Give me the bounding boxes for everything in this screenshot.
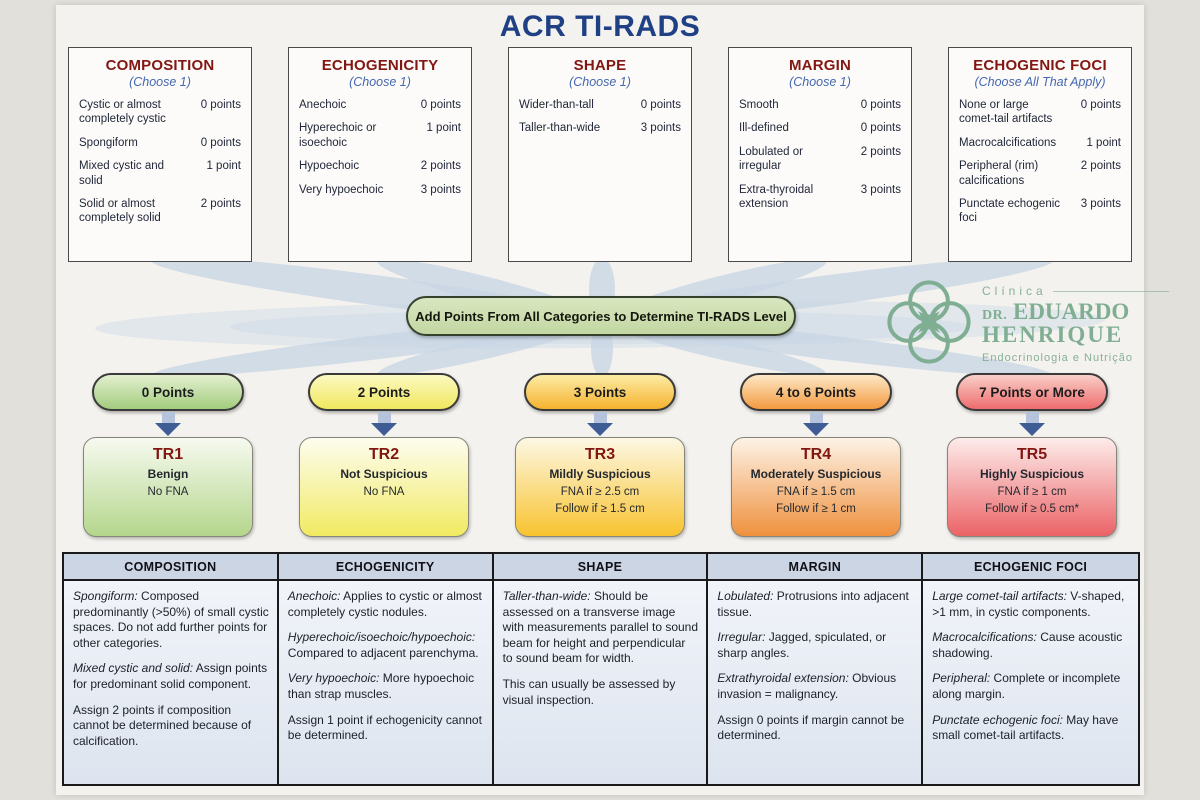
down-arrow-icon	[803, 411, 829, 437]
table-cell-echogenic-foci	[923, 581, 1138, 784]
tr-recommendation: No FNA	[363, 486, 405, 498]
definition-paragraph: Punctate echogenic foci: May have small comet-tail artifacts.	[932, 712, 1119, 743]
category-item: Very hypoechoic 3 points	[299, 183, 461, 196]
definition-paragraph: Assign 2 points if composition cannot be determined because of calcification.	[73, 702, 252, 748]
tr-risk: Not Suspicious	[340, 467, 428, 481]
tr-code: TR2	[368, 446, 400, 463]
points-pill: 7 Points or More	[956, 373, 1108, 411]
category-item: Anechoic 0 points	[299, 99, 461, 111]
definition-paragraph: Macrocalcifications: Cause acoustic shadowing.	[932, 630, 1123, 660]
add-points-banner: Add Points From All Categories to Determine TI-RADS Level	[406, 296, 796, 336]
level-column-tr3	[492, 373, 708, 537]
tr-code: TR4	[800, 446, 832, 463]
category-box-composition	[68, 47, 252, 262]
category-item: Wider-than-tall 0 points	[519, 99, 681, 111]
category-item: Mixed cystic and solid 1 point	[79, 160, 241, 187]
category-item: Smooth 0 points	[739, 99, 901, 111]
points-pill: 4 to 6 Points	[740, 373, 892, 411]
tr-recommendation: FNA if ≥ 2.5 cm	[560, 486, 640, 498]
level-column-tr5	[924, 373, 1140, 537]
table-cell-shape	[494, 581, 709, 784]
table-cell-echogenicity	[279, 581, 494, 784]
category-title: ECHOGENICITY	[321, 57, 439, 74]
points-pill: 2 Points	[308, 373, 460, 411]
category-title: SHAPE	[573, 57, 627, 74]
down-arrow-icon	[371, 411, 397, 437]
category-subtitle: (Choose All That Apply)	[974, 75, 1106, 89]
tr-recommendation: Follow if ≥ 1 cm	[776, 503, 856, 515]
category-item: Hyperechoic or isoechoic 1 point	[299, 122, 461, 149]
category-item: Ill-defined 0 points	[739, 122, 901, 135]
clinic-word: Clínica	[982, 284, 1047, 299]
definition-paragraph: Taller-than-wide: Should be assessed on a transverse image with measurements parallel to sound beam for height and perpendicular to sound beam for width.	[502, 589, 699, 666]
definition-paragraph: Large comet-tail artifacts: V-shaped, >1 mm, in cystic components.	[932, 589, 1125, 619]
tr-level-box	[515, 437, 685, 537]
category-item: Cystic or almost completely cystic 0 points	[79, 99, 241, 126]
category-box-margin	[728, 47, 912, 262]
logo-rule	[1053, 291, 1169, 292]
category-subtitle: (Choose 1)	[569, 75, 631, 89]
page-title: ACR TI-RADS	[499, 10, 701, 43]
down-arrow-icon	[155, 411, 181, 437]
tr-recommendation: FNA if ≥ 1.5 cm	[776, 486, 856, 498]
category-item: Taller-than-wide 3 points	[519, 122, 681, 135]
table-header-composition: COMPOSITION	[64, 554, 279, 581]
doctor-name-line2: HENRIQUE	[982, 322, 1124, 348]
points-pill: 0 Points	[92, 373, 244, 411]
tr-risk: Moderately Suspicious	[750, 467, 882, 481]
category-item: Punctate echogenic foci 3 points	[959, 197, 1121, 225]
table-header-echogenicity: ECHOGENICITY	[279, 554, 494, 581]
tr-recommendation: Follow if ≥ 1.5 cm	[555, 503, 645, 515]
definition-paragraph: Assign 1 point if echogenicity cannot be determined.	[287, 712, 482, 743]
category-row	[68, 47, 1132, 262]
category-subtitle: (Choose 1)	[349, 75, 411, 89]
category-item: Solid or almost completely solid 2 points	[79, 197, 241, 225]
definition-paragraph: Mixed cystic and solid: Assign points for predominant solid component.	[73, 661, 268, 691]
category-item: Spongiform 0 points	[79, 136, 241, 149]
definition-paragraph: Lobulated: Protrusions into adjacent tissue.	[717, 589, 909, 619]
clinic-logo-text	[982, 284, 1169, 363]
category-item: Extra-thyroidal extension 3 points	[739, 183, 901, 210]
clinic-logo	[884, 276, 1169, 372]
category-item: Hypoechoic 2 points	[299, 160, 461, 173]
definition-paragraph: Irregular: Jagged, spiculated, or sharp angles.	[717, 630, 887, 660]
definition-paragraph: Extrathyroidal extension: Obvious invasion = malignancy.	[717, 671, 897, 701]
definition-paragraph: Very hypoechoic: More hypoechoic than strap muscles.	[287, 671, 475, 701]
tr-level-box	[83, 437, 253, 537]
tr-code: TR3	[584, 446, 616, 463]
doctor-name-line1: DR. EDUARDO	[982, 299, 1130, 325]
clover-flower-icon	[884, 277, 974, 372]
down-arrow-icon	[587, 411, 613, 437]
category-subtitle: (Choose 1)	[129, 75, 191, 89]
tr-level-box	[299, 437, 469, 537]
category-item: Macrocalcifications 1 point	[959, 136, 1121, 149]
table-cell-margin	[708, 581, 923, 784]
points-pill: 3 Points	[524, 373, 676, 411]
category-subtitle: (Choose 1)	[789, 75, 851, 89]
clinic-tagline: Endocrinologia e Nutrição	[982, 351, 1133, 364]
tr-risk: Highly Suspicious	[979, 467, 1084, 481]
tr-code: TR5	[1016, 446, 1048, 463]
tr-level-box	[947, 437, 1117, 537]
tr-level-box	[731, 437, 901, 537]
definition-paragraph: Hyperechoic/isoechoic/hypoechoic: Compared to adjacent parenchyma.	[287, 630, 479, 660]
category-title: COMPOSITION	[105, 57, 215, 74]
category-box-echogenic-foci	[948, 47, 1132, 262]
definitions-table	[62, 552, 1140, 786]
tr-risk: Mildly Suspicious	[549, 467, 651, 481]
category-item: Lobulated or irregular 2 points	[739, 145, 901, 173]
category-box-echogenicity	[288, 47, 472, 262]
definition-paragraph: Anechoic: Applies to cystic or almost completely cystic nodules.	[287, 589, 482, 619]
category-title: MARGIN	[788, 57, 852, 74]
table-header-echogenic-foci: ECHOGENIC FOCI	[923, 554, 1138, 581]
levels-row	[60, 373, 1140, 537]
definition-paragraph: Peripheral: Complete or incomplete along margin.	[932, 671, 1121, 701]
category-box-shape	[508, 47, 692, 262]
category-title: ECHOGENIC FOCI	[973, 57, 1107, 74]
tr-recommendation: No FNA	[147, 486, 189, 498]
category-item: None or large comet-tail artifacts 0 points	[959, 99, 1121, 126]
tr-code: TR1	[152, 446, 184, 463]
down-arrow-icon	[1019, 411, 1045, 437]
table-header-shape: SHAPE	[494, 554, 709, 581]
level-column-tr2	[276, 373, 492, 537]
category-item: Peripheral (rim) calcifications 2 points	[959, 160, 1121, 187]
tr-recommendation: FNA if ≥ 1 cm	[997, 486, 1067, 498]
table-header-margin: MARGIN	[708, 554, 923, 581]
definition-paragraph: This can usually be assessed by visual inspection.	[502, 676, 676, 707]
definition-paragraph: Spongiform: Composed predominantly (>50%) of small cystic spaces. Do not add further points for other categories.	[73, 589, 269, 650]
level-column-tr4	[708, 373, 924, 537]
level-column-tr1	[60, 373, 276, 537]
table-cell-composition	[64, 581, 279, 784]
tr-risk: Benign	[147, 467, 189, 481]
tr-recommendation: Follow if ≥ 0.5 cm*	[985, 503, 1079, 515]
definition-paragraph: Assign 0 points if margin cannot be determined.	[717, 712, 905, 743]
